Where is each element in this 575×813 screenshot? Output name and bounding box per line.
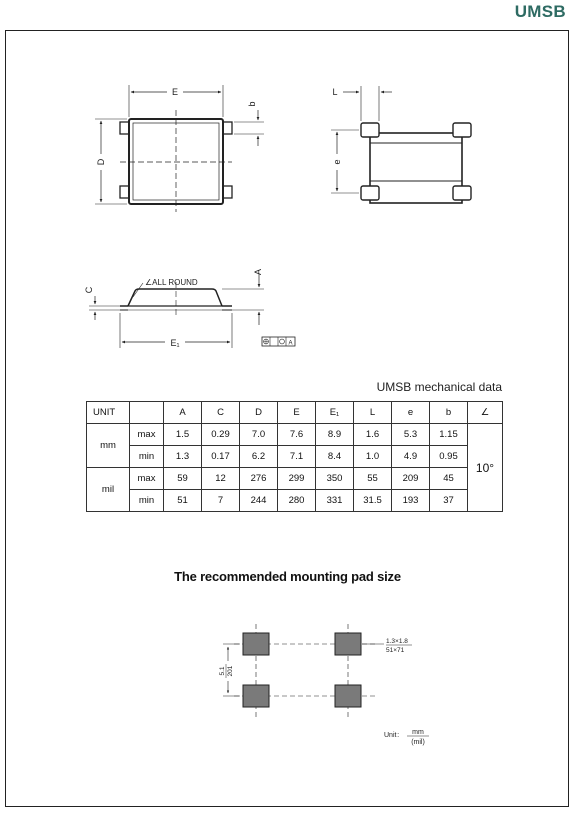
dim-a-label: A bbox=[253, 268, 263, 276]
header-cell: D bbox=[240, 402, 278, 424]
value-cell: 45 bbox=[430, 468, 468, 490]
pad-size-mm: 1.3×1.8 bbox=[386, 638, 408, 645]
value-cell: 1.3 bbox=[164, 446, 202, 468]
header-cell: ∠ bbox=[468, 402, 503, 424]
pad-size-mil: 51×71 bbox=[386, 647, 405, 654]
value-cell: 193 bbox=[392, 490, 430, 512]
unit-cell: mm bbox=[87, 424, 130, 468]
value-cell: 55 bbox=[354, 468, 392, 490]
value-cell: 8.4 bbox=[316, 446, 354, 468]
pad-section-title: The recommended mounting pad size bbox=[174, 569, 401, 584]
angle-cell: 10° bbox=[468, 424, 503, 512]
value-cell: 5.3 bbox=[392, 424, 430, 446]
all-round-note: ∠ALL ROUND bbox=[145, 278, 198, 287]
dim-e-label: E bbox=[171, 87, 179, 97]
dim-c-label: C bbox=[84, 286, 94, 294]
header-cell: C bbox=[202, 402, 240, 424]
dim-d-label: D bbox=[96, 158, 106, 166]
value-cell: 7.1 bbox=[278, 446, 316, 468]
value-cell: 6.2 bbox=[240, 446, 278, 468]
value-cell: 244 bbox=[240, 490, 278, 512]
value-cell: 350 bbox=[316, 468, 354, 490]
tolerance-datum: A bbox=[288, 340, 293, 347]
mounting-pad bbox=[243, 633, 269, 655]
mounting-pad bbox=[335, 685, 361, 707]
mechanical-data-table bbox=[86, 401, 503, 512]
header-cell: e bbox=[392, 402, 430, 424]
table-row bbox=[87, 424, 503, 446]
value-cell: 0.17 bbox=[202, 446, 240, 468]
limit-cell: max bbox=[130, 424, 164, 446]
value-cell: 209 bbox=[392, 468, 430, 490]
value-cell: 59 bbox=[164, 468, 202, 490]
unit-cell: mil bbox=[87, 468, 130, 512]
value-cell: 12 bbox=[202, 468, 240, 490]
pad-pitch-mil: 201 bbox=[227, 665, 234, 677]
value-cell: 4.9 bbox=[392, 446, 430, 468]
dim-l-label: L bbox=[332, 87, 338, 97]
dim-e-pitch-label: e bbox=[332, 159, 342, 165]
unit-label: Unit： bbox=[384, 732, 404, 739]
value-cell: 31.5 bbox=[354, 490, 392, 512]
limit-cell: min bbox=[130, 446, 164, 468]
value-cell: 1.0 bbox=[354, 446, 392, 468]
top-view bbox=[95, 85, 264, 212]
value-cell: 1.6 bbox=[354, 424, 392, 446]
table-row bbox=[87, 490, 503, 512]
limit-cell: min bbox=[130, 490, 164, 512]
package-drawings bbox=[0, 0, 575, 370]
dim-e1-label: E₁ bbox=[170, 338, 180, 348]
header-cell: L bbox=[354, 402, 392, 424]
header-cell: E bbox=[278, 402, 316, 424]
value-cell: 299 bbox=[278, 468, 316, 490]
mounting-pad-diagram bbox=[0, 620, 575, 750]
value-cell: 1.15 bbox=[430, 424, 468, 446]
value-cell: 7.0 bbox=[240, 424, 278, 446]
unit-mil: (mil) bbox=[411, 739, 425, 746]
unit-mm: mm bbox=[412, 729, 424, 736]
value-cell: 280 bbox=[278, 490, 316, 512]
header-cell bbox=[130, 402, 164, 424]
pad-pitch-mm: 5.1 bbox=[219, 666, 226, 676]
table-title: UMSB mechanical data bbox=[376, 380, 502, 394]
value-cell: 8.9 bbox=[316, 424, 354, 446]
value-cell: 0.95 bbox=[430, 446, 468, 468]
mounting-pad bbox=[243, 685, 269, 707]
header-cell: b bbox=[430, 402, 468, 424]
dim-b-label: b bbox=[247, 101, 257, 107]
brand-title: UMSB bbox=[514, 2, 566, 21]
value-cell: 7 bbox=[202, 490, 240, 512]
value-cell: 37 bbox=[430, 490, 468, 512]
table-row bbox=[87, 446, 503, 468]
table-header-row bbox=[87, 402, 503, 424]
value-cell: 1.5 bbox=[164, 424, 202, 446]
value-cell: 7.6 bbox=[278, 424, 316, 446]
value-cell: 0.29 bbox=[202, 424, 240, 446]
table-row bbox=[87, 468, 503, 490]
side-view bbox=[331, 86, 471, 203]
mounting-pad bbox=[335, 633, 361, 655]
limit-cell: max bbox=[130, 468, 164, 490]
value-cell: 276 bbox=[240, 468, 278, 490]
header-cell: A bbox=[164, 402, 202, 424]
value-cell: 331 bbox=[316, 490, 354, 512]
header-cell: UNIT bbox=[87, 402, 130, 424]
header-cell: E₁ bbox=[316, 402, 354, 424]
value-cell: 51 bbox=[164, 490, 202, 512]
